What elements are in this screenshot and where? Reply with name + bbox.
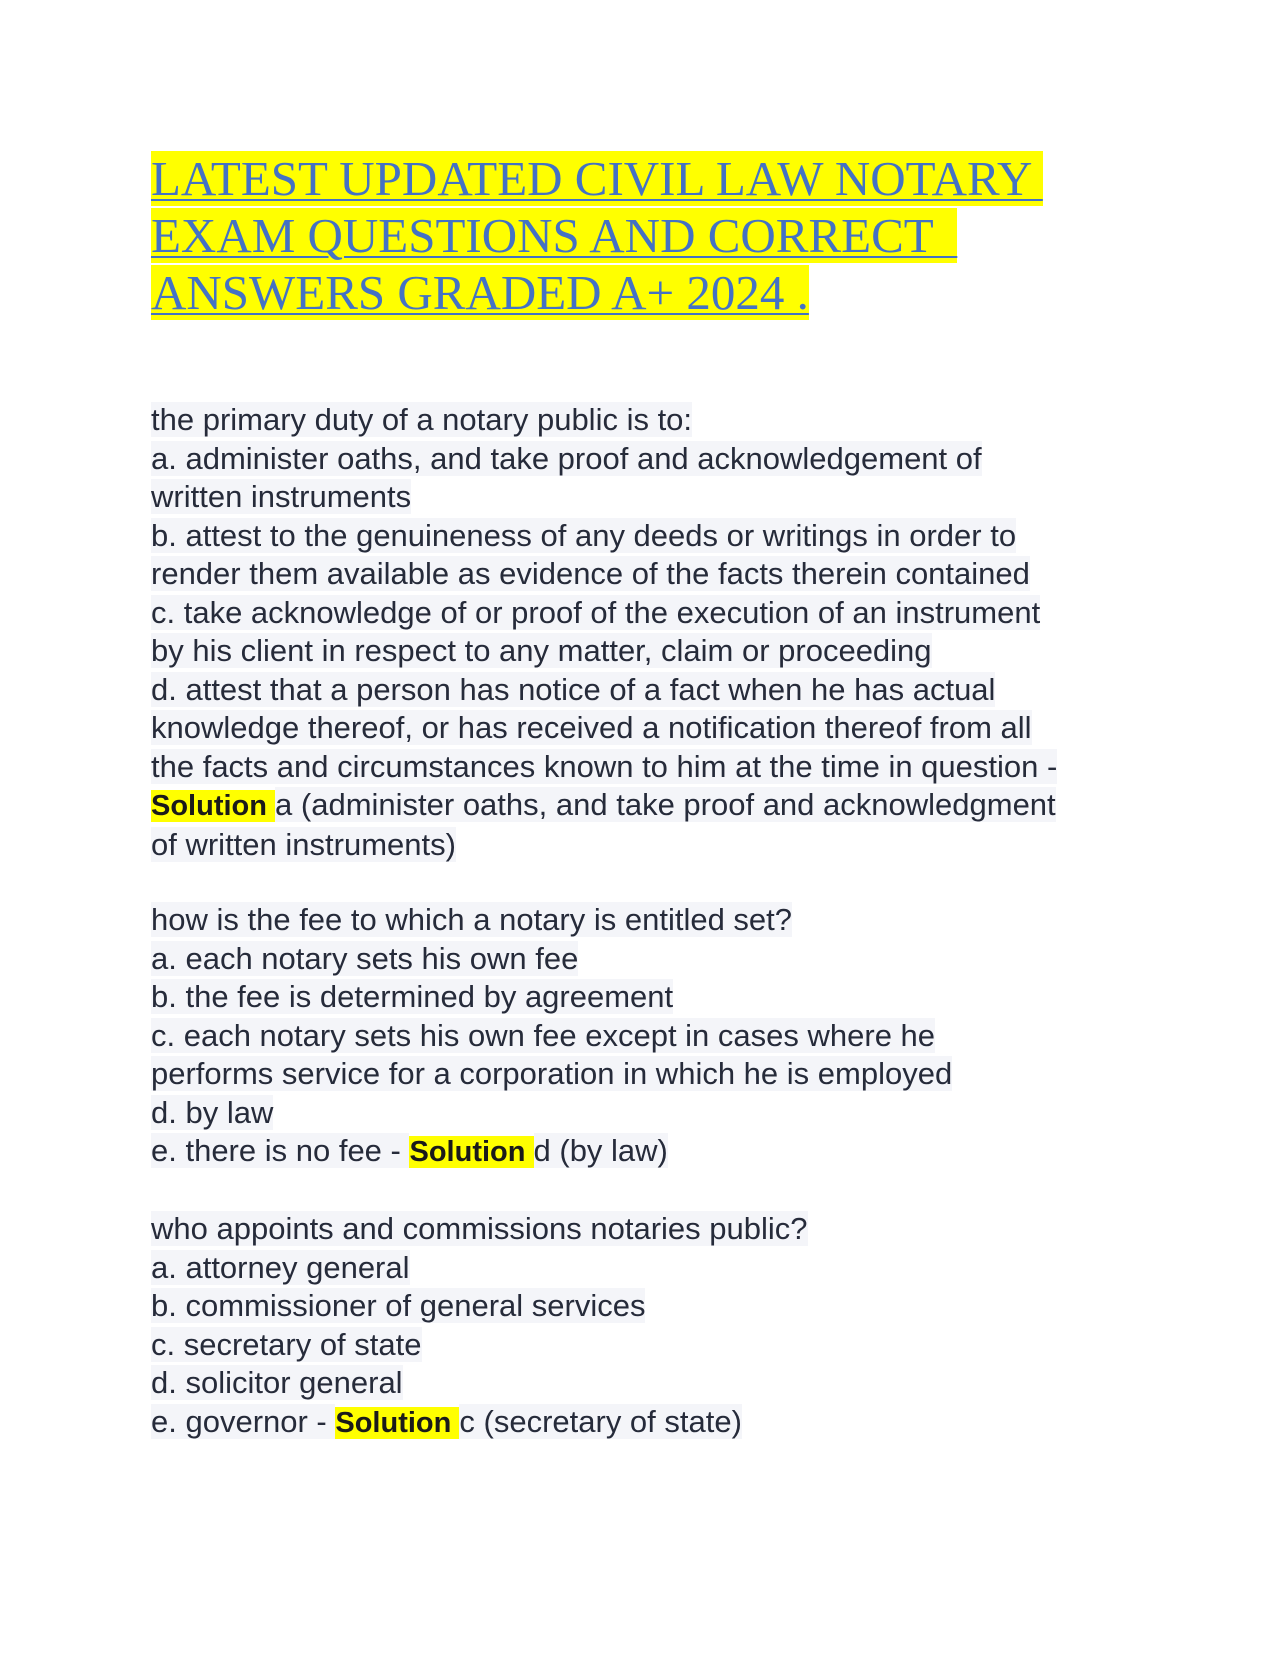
question-block-3 xyxy=(151,1210,1151,1442)
title-line: EXAM QUESTIONS AND CORRECT xyxy=(151,208,958,263)
answer-option: by his client in respect to any matter, claim or proceeding xyxy=(151,633,932,668)
answer-option: c. each notary sets his own fee except in cases where he xyxy=(151,1017,936,1053)
solution-line xyxy=(151,786,1151,826)
solution-line xyxy=(151,1403,1151,1443)
document-title xyxy=(151,150,1111,321)
answer-option: d. attest that a person has notice of a fact when he has actual xyxy=(151,671,996,707)
question-text: how is the fee to which a notary is entitled set? xyxy=(151,902,793,937)
solution-label: Solution xyxy=(409,1136,534,1168)
answer-option: b. attest to the genuineness of any deeds or writings in order to xyxy=(151,517,1017,553)
question-block-2 xyxy=(151,901,1151,1172)
answer-option: e. there is no fee - xyxy=(151,1133,410,1168)
answer-option: a. each notary sets his own fee xyxy=(151,940,579,976)
solution-label: Solution xyxy=(335,1406,460,1439)
answer-option: a. administer oaths, and take proof and acknowledgement of xyxy=(151,440,982,476)
question-block-1 xyxy=(151,401,1151,864)
solution-answer: c (secretary of state) xyxy=(459,1403,742,1439)
answer-option: knowledge thereof, or has received a notification thereof from all xyxy=(151,710,1032,745)
answer-option: written instruments xyxy=(151,479,412,514)
solution-label: Solution xyxy=(151,790,276,822)
title-line: ANSWERS GRADED A+ 2024 . xyxy=(151,265,809,320)
answer-option: e. governor - xyxy=(151,1403,336,1439)
answer-option: a. attorney general xyxy=(151,1249,410,1285)
question-text: who appoints and commissions notaries public? xyxy=(151,1211,808,1246)
answer-option: b. commissioner of general services xyxy=(151,1288,646,1323)
answer-option: the facts and circumstances known to him at the time in question - xyxy=(151,748,1058,784)
answer-option: b. the fee is determined by agreement xyxy=(151,979,674,1014)
answer-option: d. by law xyxy=(151,1094,274,1130)
solution-line xyxy=(151,1132,1151,1172)
answer-option: render them available as evidence of the facts therein contained xyxy=(151,556,1030,591)
answer-option: d. solicitor general xyxy=(151,1365,403,1400)
answer-option: c. secretary of state xyxy=(151,1326,422,1362)
question-text: the primary duty of a notary public is to: xyxy=(151,402,693,437)
answer-option: performs service for a corporation in which he is employed xyxy=(151,1056,953,1091)
solution-answer-continued: of written instruments) xyxy=(151,826,456,862)
answer-option: c. take acknowledge of or proof of the execution of an instrument xyxy=(151,594,1041,630)
title-line: LATEST UPDATED CIVIL LAW NOTARY xyxy=(151,151,1043,206)
solution-answer: a (administer oaths, and take proof and acknowledgment xyxy=(275,787,1056,822)
solution-answer: d (by law) xyxy=(533,1133,668,1168)
